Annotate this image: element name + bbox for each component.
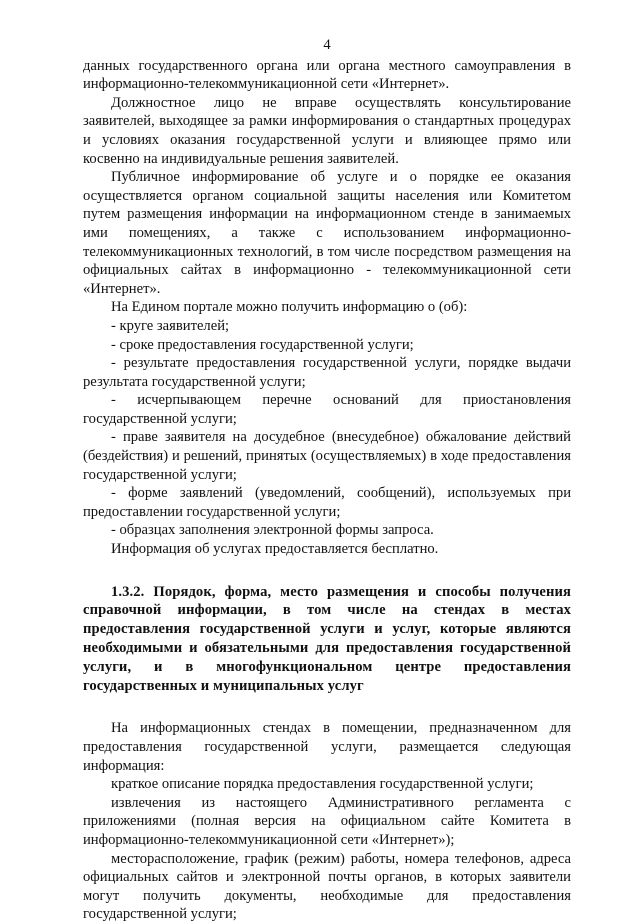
body-text-block-2	[83, 719, 571, 924]
list-item: - образцах заполнения электронной формы запроса.	[111, 522, 434, 539]
list-item: - исчерпывающем перечне оснований для приостановления государственной услуги;	[83, 392, 571, 427]
document-page	[83, 36, 571, 924]
page-number: 4	[323, 37, 331, 53]
list-item: - форме заявлений (уведомлений, сообщений), используемых при предоставлении государственной услуги;	[83, 485, 571, 520]
paragraph: Информация об услугах предоставляется бесплатно.	[111, 541, 439, 558]
paragraph: На Едином портале можно получить информацию о (об):	[111, 299, 468, 316]
body-text-block-1	[83, 57, 571, 559]
list-item: - результате предоставления государственной услуги, порядке выдачи результата государственной услуги;	[83, 355, 571, 390]
section-heading: 1.3.2. Порядок, форма, место размещения и способы получения справочной информации, в том числе на стендах в местах предоставления государственной услуги и услуг, которые являются необходимыми и обязательными для предоставления государственной услуги, и в многофункциональном центре предоставления государственных и муниципальных услуг	[83, 583, 571, 694]
paragraph: данных государственного органа или органа местного самоуправления в информационно-телекоммуникационной сети «Интернет».	[83, 57, 571, 93]
list-item: - круге заявителей;	[111, 317, 230, 334]
paragraph: месторасположение, график (режим) работы, номера телефонов, адреса официальных сайтов и электронной почты органов, в которых заявители могут получить документы, необходимые для предоставления государственной услуги;	[83, 850, 571, 923]
paragraph: Должностное лицо не вправе осуществлять консультирование заявителей, выходящее за рамки информирования о стандартных процедурах и условиях оказания государственной услуги и влияющее прямо или косвенно на индивидуальные решения заявителей.	[83, 94, 571, 167]
list-item: - праве заявителя на досудебное (внесудебное) обжалование действий (бездействия) и решений, принятых (осуществляемых) в ходе предоставления государственной услуги;	[83, 429, 571, 483]
list-item: - сроке предоставления государственной услуги;	[111, 336, 414, 353]
paragraph: На информационных стендах в помещении, предназначенном для предоставления государственной услуги, размещается следующая информация:	[83, 720, 571, 774]
paragraph: извлечения из настоящего Административного регламента с приложениями (полная версия на официальном сайте Комитета в информационно-телекоммуникационной сети «Интернет»);	[83, 794, 571, 848]
paragraph: краткое описание порядка предоставления государственной услуги;	[111, 776, 534, 793]
paragraph: Публичное информирование об услуге и о порядке ее оказания осуществляется органом социальной защиты населения или Комитетом путем размещения информации на информационном стенде в занимаемых ими помещениях, а также с использованием информационно-телекоммуникационных технологий, в том числе посредством размещения на официальных сайтах в информационно - телекоммуникационной сети «Интернет».	[83, 169, 571, 297]
